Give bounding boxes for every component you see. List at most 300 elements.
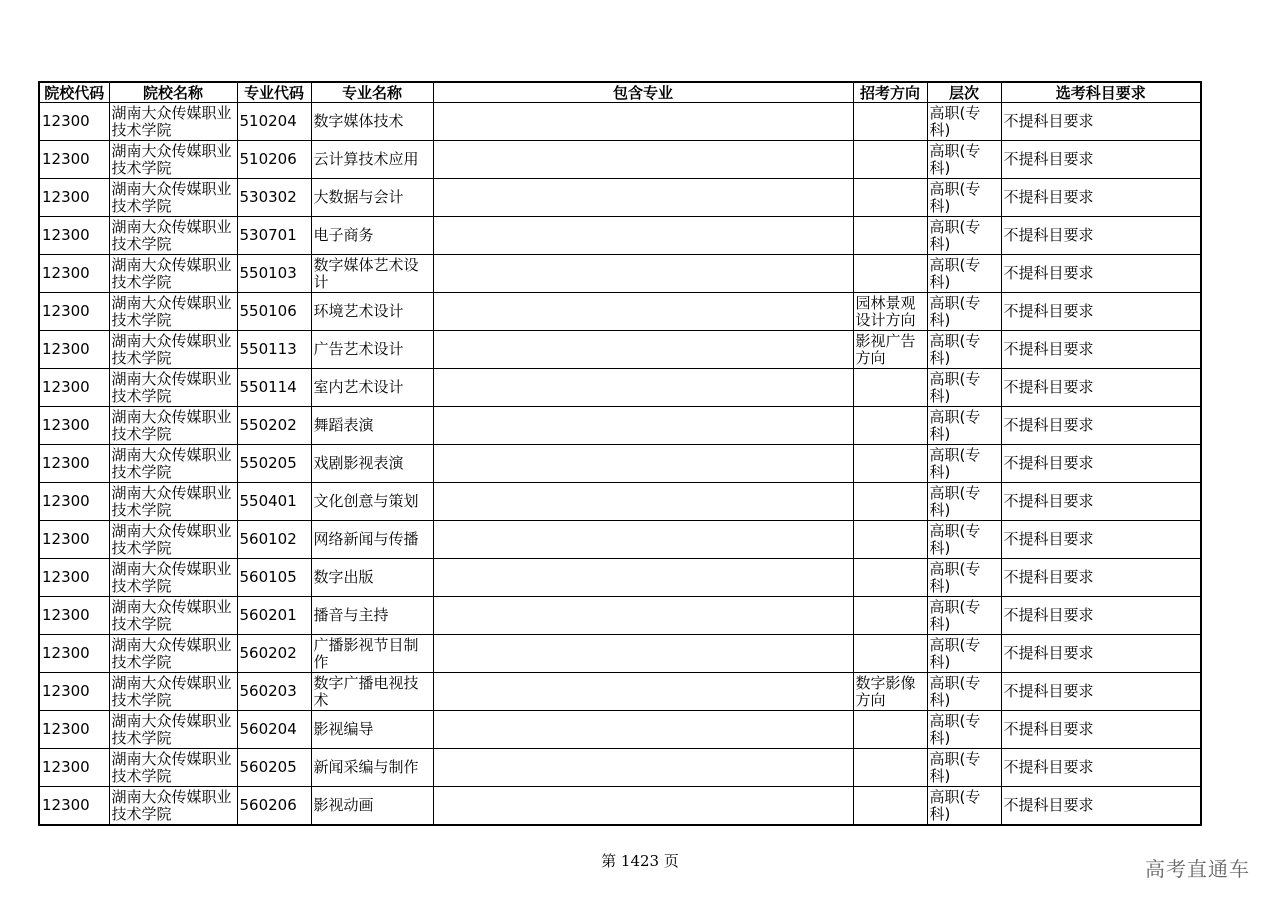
level-text: 高职(专科): [929, 749, 981, 785]
major-name-text: 戏剧影视表演: [313, 454, 404, 472]
cell-level: [927, 407, 1001, 445]
table-row: [39, 711, 1201, 749]
cell-direction: [853, 635, 927, 673]
cell-major-name: [311, 483, 433, 521]
cell-school-name: [109, 217, 237, 255]
subject-requirement-text: 不提科目要求: [1003, 416, 1094, 434]
cell-major-code: [237, 711, 311, 749]
level-text: 高职(专科): [929, 597, 981, 633]
cell-included-majors: [433, 673, 853, 711]
cell-included-majors: [433, 141, 853, 179]
level-text: 高职(专科): [929, 141, 981, 177]
school-name-text: 湖南大众传媒职业技术学院: [111, 293, 232, 329]
cell-included-majors: [433, 217, 853, 255]
subject-requirement-text: 不提科目要求: [1003, 226, 1094, 244]
level-text: 高职(专科): [929, 521, 981, 557]
level-text: 高职(专科): [929, 711, 981, 747]
subject-requirement-text: 不提科目要求: [1003, 720, 1094, 738]
cell-subject-requirement: [1001, 369, 1201, 407]
cell-subject-requirement: [1001, 787, 1201, 826]
table-row: [39, 445, 1201, 483]
school-name-text: 湖南大众传媒职业技术学院: [111, 217, 232, 253]
school-code-text: 12300: [42, 302, 90, 320]
cell-direction: [853, 179, 927, 217]
direction-text: 影视广告方向: [855, 331, 916, 367]
subject-requirement-text: 不提科目要求: [1003, 568, 1094, 586]
cell-major-name: [311, 179, 433, 217]
cell-direction: [853, 331, 927, 369]
cell-included-majors: [433, 255, 853, 293]
cell-level: [927, 749, 1001, 787]
cell-level: [927, 179, 1001, 217]
school-code-text: 12300: [42, 606, 90, 624]
table-body: [39, 103, 1201, 826]
school-name-text: 湖南大众传媒职业技术学院: [111, 749, 232, 785]
major-code-text: 550106: [239, 302, 297, 320]
cell-major-code: [237, 635, 311, 673]
cell-major-name: [311, 597, 433, 635]
cell-school-name: [109, 635, 237, 673]
cell-direction: [853, 483, 927, 521]
major-code-text: 560205: [239, 758, 297, 776]
cell-major-name: [311, 217, 433, 255]
header-subject-requirement: 选考科目要求: [1001, 82, 1201, 103]
level-text: 高职(专科): [929, 407, 981, 443]
cell-school-name: [109, 711, 237, 749]
cell-school-name: [109, 673, 237, 711]
school-name-text: 湖南大众传媒职业技术学院: [111, 179, 232, 215]
level-text: 高职(专科): [929, 445, 981, 481]
cell-major-name: [311, 407, 433, 445]
cell-school-code: [39, 711, 109, 749]
major-name-text: 播音与主持: [313, 606, 389, 624]
subject-requirement-text: 不提科目要求: [1003, 454, 1094, 472]
cell-major-code: [237, 217, 311, 255]
cell-school-code: [39, 369, 109, 407]
major-name-text: 大数据与会计: [313, 188, 404, 206]
header-major-code: 专业代码: [237, 82, 311, 103]
cell-school-name: [109, 521, 237, 559]
cell-school-name: [109, 787, 237, 826]
school-code-text: 12300: [42, 188, 90, 206]
cell-included-majors: [433, 369, 853, 407]
school-name-text: 湖南大众传媒职业技术学院: [111, 559, 232, 595]
school-code-text: 12300: [42, 378, 90, 396]
table-row: [39, 749, 1201, 787]
cell-school-name: [109, 141, 237, 179]
cell-direction: [853, 749, 927, 787]
cell-direction: [853, 521, 927, 559]
cell-included-majors: [433, 103, 853, 141]
cell-included-majors: [433, 711, 853, 749]
level-text: 高职(专科): [929, 331, 981, 367]
cell-school-code: [39, 483, 109, 521]
cell-level: [927, 141, 1001, 179]
cell-school-code: [39, 331, 109, 369]
school-name-text: 湖南大众传媒职业技术学院: [111, 331, 232, 367]
cell-level: [927, 331, 1001, 369]
major-name-text: 舞蹈表演: [313, 416, 374, 434]
table-row: [39, 217, 1201, 255]
school-name-text: 湖南大众传媒职业技术学院: [111, 483, 232, 519]
cell-level: [927, 445, 1001, 483]
cell-direction: [853, 597, 927, 635]
cell-direction: [853, 787, 927, 826]
cell-major-name: [311, 141, 433, 179]
major-name-text: 电子商务: [313, 226, 374, 244]
major-name-text: 影视动画: [313, 796, 374, 814]
cell-level: [927, 293, 1001, 331]
cell-major-code: [237, 787, 311, 826]
school-code-text: 12300: [42, 644, 90, 662]
table-row: [39, 521, 1201, 559]
school-name-text: 湖南大众传媒职业技术学院: [111, 787, 232, 823]
subject-requirement-text: 不提科目要求: [1003, 796, 1094, 814]
direction-text: 数字影像方向: [855, 673, 916, 709]
cell-major-code: [237, 597, 311, 635]
cell-school-code: [39, 217, 109, 255]
major-code-text: 530302: [239, 188, 297, 206]
cell-major-name: [311, 635, 433, 673]
cell-school-code: [39, 445, 109, 483]
level-text: 高职(专科): [929, 293, 981, 329]
school-code-text: 12300: [42, 454, 90, 472]
cell-level: [927, 673, 1001, 711]
cell-subject-requirement: [1001, 331, 1201, 369]
table-row: [39, 255, 1201, 293]
subject-requirement-text: 不提科目要求: [1003, 264, 1094, 282]
cell-major-code: [237, 749, 311, 787]
subject-requirement-text: 不提科目要求: [1003, 378, 1094, 396]
subject-requirement-text: 不提科目要求: [1003, 340, 1094, 358]
cell-subject-requirement: [1001, 483, 1201, 521]
table-row: [39, 179, 1201, 217]
school-code-text: 12300: [42, 758, 90, 776]
school-code-text: 12300: [42, 796, 90, 814]
school-code-text: 12300: [42, 720, 90, 738]
watermark-text: 高考直通车: [1145, 857, 1250, 881]
major-name-text: 数字出版: [313, 568, 374, 586]
subject-requirement-text: 不提科目要求: [1003, 112, 1094, 130]
table-row: [39, 673, 1201, 711]
table-row: [39, 635, 1201, 673]
cell-direction: [853, 103, 927, 141]
school-name-text: 湖南大众传媒职业技术学院: [111, 103, 232, 139]
major-name-text: 新闻采编与制作: [313, 758, 419, 776]
major-code-text: 560105: [239, 568, 297, 586]
school-name-text: 湖南大众传媒职业技术学院: [111, 369, 232, 405]
table-row: [39, 141, 1201, 179]
school-code-text: 12300: [42, 340, 90, 358]
cell-major-code: [237, 293, 311, 331]
cell-direction: [853, 673, 927, 711]
school-name-text: 湖南大众传媒职业技术学院: [111, 521, 232, 557]
cell-level: [927, 255, 1001, 293]
major-code-text: 550114: [239, 378, 297, 396]
school-code-text: 12300: [42, 226, 90, 244]
major-name-text: 网络新闻与传播: [313, 530, 419, 548]
cell-direction: [853, 217, 927, 255]
major-code-text: 510204: [239, 112, 297, 130]
cell-direction: [853, 711, 927, 749]
cell-included-majors: [433, 445, 853, 483]
cell-major-code: [237, 673, 311, 711]
cell-major-name: [311, 293, 433, 331]
table-row: [39, 293, 1201, 331]
level-text: 高职(专科): [929, 483, 981, 519]
cell-school-name: [109, 597, 237, 635]
cell-major-code: [237, 103, 311, 141]
header-major-name: 专业名称: [311, 82, 433, 103]
school-code-text: 12300: [42, 492, 90, 510]
cell-major-code: [237, 445, 311, 483]
school-code-text: 12300: [42, 530, 90, 548]
cell-level: [927, 369, 1001, 407]
school-code-text: 12300: [42, 568, 90, 586]
admission-table: [38, 81, 1202, 826]
table-header: [39, 82, 1201, 103]
cell-school-code: [39, 749, 109, 787]
cell-major-code: [237, 369, 311, 407]
cell-subject-requirement: [1001, 407, 1201, 445]
cell-school-code: [39, 179, 109, 217]
cell-level: [927, 559, 1001, 597]
table-row: [39, 407, 1201, 445]
major-code-text: 550103: [239, 264, 297, 282]
major-name-text: 数字媒体艺术设计: [313, 255, 419, 291]
cell-school-code: [39, 597, 109, 635]
table-row: [39, 787, 1201, 826]
cell-school-name: [109, 483, 237, 521]
header-school-code: 院校代码: [39, 82, 109, 103]
level-text: 高职(专科): [929, 103, 981, 139]
school-name-text: 湖南大众传媒职业技术学院: [111, 407, 232, 443]
cell-level: [927, 217, 1001, 255]
cell-major-name: [311, 103, 433, 141]
cell-subject-requirement: [1001, 445, 1201, 483]
header-school-name: 院校名称: [109, 82, 237, 103]
school-name-text: 湖南大众传媒职业技术学院: [111, 597, 232, 633]
cell-included-majors: [433, 635, 853, 673]
level-text: 高职(专科): [929, 369, 981, 405]
school-code-text: 12300: [42, 264, 90, 282]
cell-major-code: [237, 521, 311, 559]
table-row: [39, 103, 1201, 141]
cell-major-code: [237, 407, 311, 445]
cell-level: [927, 711, 1001, 749]
cell-school-name: [109, 331, 237, 369]
cell-included-majors: [433, 407, 853, 445]
cell-major-code: [237, 255, 311, 293]
cell-subject-requirement: [1001, 293, 1201, 331]
cell-subject-requirement: [1001, 141, 1201, 179]
major-code-text: 550113: [239, 340, 297, 358]
cell-direction: [853, 255, 927, 293]
level-text: 高职(专科): [929, 255, 981, 291]
subject-requirement-text: 不提科目要求: [1003, 492, 1094, 510]
major-code-text: 560202: [239, 644, 297, 662]
cell-school-name: [109, 255, 237, 293]
school-name-text: 湖南大众传媒职业技术学院: [111, 635, 232, 671]
cell-level: [927, 787, 1001, 826]
cell-school-name: [109, 293, 237, 331]
school-name-text: 湖南大众传媒职业技术学院: [111, 255, 232, 291]
table-row: [39, 597, 1201, 635]
subject-requirement-text: 不提科目要求: [1003, 302, 1094, 320]
cell-included-majors: [433, 331, 853, 369]
school-code-text: 12300: [42, 112, 90, 130]
major-code-text: 550205: [239, 454, 297, 472]
subject-requirement-text: 不提科目要求: [1003, 150, 1094, 168]
cell-included-majors: [433, 559, 853, 597]
major-name-text: 广播影视节目制作: [313, 635, 419, 671]
cell-major-name: [311, 711, 433, 749]
major-code-text: 560201: [239, 606, 297, 624]
subject-requirement-text: 不提科目要求: [1003, 682, 1094, 700]
cell-direction: [853, 369, 927, 407]
level-text: 高职(专科): [929, 179, 981, 215]
cell-subject-requirement: [1001, 559, 1201, 597]
school-name-text: 湖南大众传媒职业技术学院: [111, 711, 232, 747]
level-text: 高职(专科): [929, 787, 981, 823]
cell-school-code: [39, 635, 109, 673]
cell-included-majors: [433, 597, 853, 635]
school-code-text: 12300: [42, 682, 90, 700]
cell-school-code: [39, 407, 109, 445]
cell-school-code: [39, 787, 109, 826]
cell-major-name: [311, 255, 433, 293]
header-direction: 招考方向: [853, 82, 927, 103]
school-name-text: 湖南大众传媒职业技术学院: [111, 673, 232, 709]
school-code-text: 12300: [42, 416, 90, 434]
cell-direction: [853, 559, 927, 597]
major-code-text: 530701: [239, 226, 297, 244]
major-name-text: 影视编导: [313, 720, 374, 738]
cell-major-name: [311, 749, 433, 787]
cell-subject-requirement: [1001, 217, 1201, 255]
cell-direction: [853, 445, 927, 483]
subject-requirement-text: 不提科目要求: [1003, 188, 1094, 206]
cell-included-majors: [433, 749, 853, 787]
subject-requirement-text: 不提科目要求: [1003, 644, 1094, 662]
cell-school-code: [39, 103, 109, 141]
header-included-majors: 包含专业: [433, 82, 853, 103]
major-name-text: 环境艺术设计: [313, 302, 404, 320]
cell-included-majors: [433, 483, 853, 521]
major-code-text: 560204: [239, 720, 297, 738]
major-code-text: 550401: [239, 492, 297, 510]
school-code-text: 12300: [42, 150, 90, 168]
cell-major-code: [237, 331, 311, 369]
major-code-text: 560203: [239, 682, 297, 700]
cell-subject-requirement: [1001, 635, 1201, 673]
cell-school-code: [39, 141, 109, 179]
cell-school-code: [39, 255, 109, 293]
direction-text: 园林景观设计方向: [855, 293, 916, 329]
cell-level: [927, 483, 1001, 521]
cell-subject-requirement: [1001, 103, 1201, 141]
cell-major-name: [311, 559, 433, 597]
cell-major-code: [237, 141, 311, 179]
cell-school-name: [109, 749, 237, 787]
level-text: 高职(专科): [929, 635, 981, 671]
major-name-text: 数字广播电视技术: [313, 673, 419, 709]
cell-included-majors: [433, 521, 853, 559]
cell-direction: [853, 141, 927, 179]
cell-major-name: [311, 331, 433, 369]
level-text: 高职(专科): [929, 673, 981, 709]
cell-level: [927, 635, 1001, 673]
cell-school-name: [109, 103, 237, 141]
cell-school-name: [109, 559, 237, 597]
level-text: 高职(专科): [929, 559, 981, 595]
major-name-text: 数字媒体技术: [313, 112, 404, 130]
cell-major-code: [237, 179, 311, 217]
school-name-text: 湖南大众传媒职业技术学院: [111, 141, 232, 177]
page-number: 第 1423 页: [601, 852, 679, 870]
major-code-text: 560206: [239, 796, 297, 814]
cell-school-name: [109, 445, 237, 483]
major-name-text: 云计算技术应用: [313, 150, 419, 168]
cell-major-name: [311, 787, 433, 826]
cell-school-code: [39, 559, 109, 597]
cell-school-name: [109, 369, 237, 407]
major-code-text: 510206: [239, 150, 297, 168]
cell-level: [927, 521, 1001, 559]
cell-included-majors: [433, 293, 853, 331]
table-row: [39, 483, 1201, 521]
cell-subject-requirement: [1001, 521, 1201, 559]
cell-major-name: [311, 445, 433, 483]
major-name-text: 室内艺术设计: [313, 378, 404, 396]
major-code-text: 550202: [239, 416, 297, 434]
subject-requirement-text: 不提科目要求: [1003, 530, 1094, 548]
cell-school-name: [109, 407, 237, 445]
cell-subject-requirement: [1001, 749, 1201, 787]
cell-included-majors: [433, 787, 853, 826]
table-row: [39, 331, 1201, 369]
level-text: 高职(专科): [929, 217, 981, 253]
cell-subject-requirement: [1001, 673, 1201, 711]
cell-major-code: [237, 483, 311, 521]
school-name-text: 湖南大众传媒职业技术学院: [111, 445, 232, 481]
header-level: 层次: [927, 82, 1001, 103]
table-row: [39, 369, 1201, 407]
cell-included-majors: [433, 179, 853, 217]
major-name-text: 广告艺术设计: [313, 340, 404, 358]
cell-subject-requirement: [1001, 597, 1201, 635]
cell-direction: [853, 293, 927, 331]
table-row: [39, 559, 1201, 597]
cell-school-code: [39, 673, 109, 711]
cell-major-name: [311, 673, 433, 711]
cell-subject-requirement: [1001, 179, 1201, 217]
cell-major-name: [311, 521, 433, 559]
cell-subject-requirement: [1001, 255, 1201, 293]
major-code-text: 560102: [239, 530, 297, 548]
cell-level: [927, 103, 1001, 141]
cell-school-name: [109, 179, 237, 217]
header-row: [39, 82, 1201, 103]
cell-school-code: [39, 293, 109, 331]
cell-subject-requirement: [1001, 711, 1201, 749]
cell-level: [927, 597, 1001, 635]
cell-major-name: [311, 369, 433, 407]
subject-requirement-text: 不提科目要求: [1003, 758, 1094, 776]
cell-direction: [853, 407, 927, 445]
cell-school-code: [39, 521, 109, 559]
cell-major-code: [237, 559, 311, 597]
